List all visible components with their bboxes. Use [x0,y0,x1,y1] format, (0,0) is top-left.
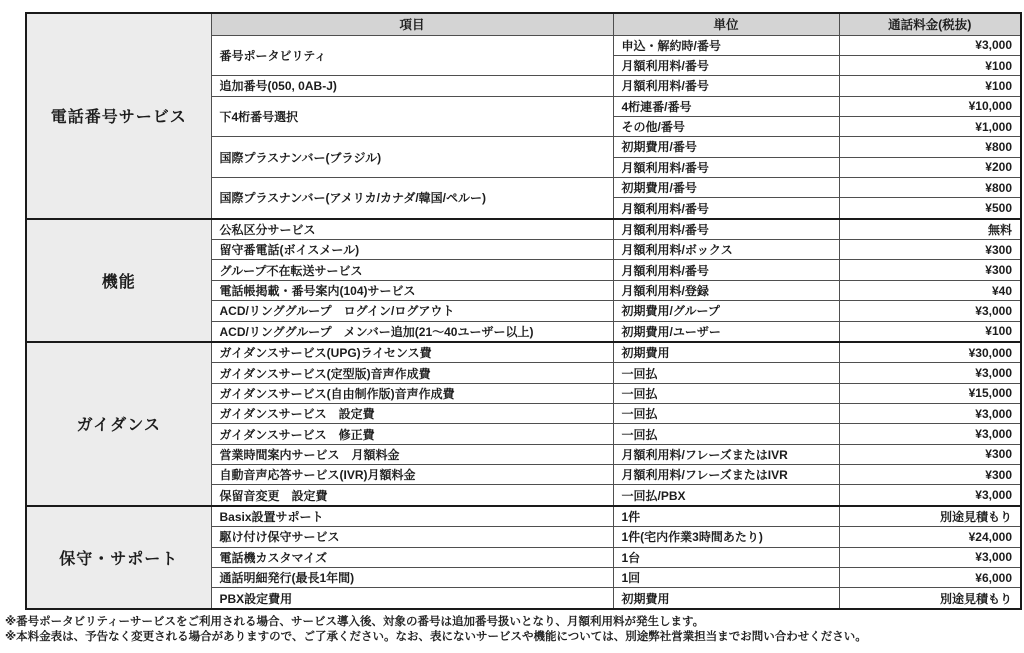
item-cell: グループ不在転送サービス [211,260,613,280]
unit-cell: 月額利用料/番号 [613,55,839,75]
price-cell: ¥6,000 [839,567,1021,587]
price-cell: ¥3,000 [839,485,1021,506]
price-table [25,12,1022,610]
price-cell: ¥100 [839,55,1021,75]
column-header-unit: 単位 [613,13,839,35]
item-cell: 保留音変更 設定費 [211,485,613,506]
unit-cell: 月額利用料/番号 [613,76,839,96]
price-cell: ¥30,000 [839,342,1021,363]
price-cell: ¥300 [839,444,1021,464]
price-cell: 別途見積もり [839,506,1021,527]
unit-cell: 一回払 [613,363,839,383]
price-cell: 別途見積もり [839,588,1021,609]
item-cell: 電話機カスタマイズ [211,547,613,567]
price-cell: 無料 [839,219,1021,240]
item-cell: 自動音声応答サービス(IVR)月額料金 [211,465,613,485]
column-header-price: 通話料金(税抜) [839,13,1021,35]
item-cell: 国際プラスナンバー(アメリカ/カナダ/韓国/ペルー) [211,177,613,218]
unit-cell: 初期費用/番号 [613,137,839,157]
unit-cell: 一回払 [613,383,839,403]
footnotes [5,615,867,645]
item-cell: PBX設定費用 [211,588,613,609]
item-cell: 追加番号(050, 0AB-J) [211,76,613,96]
price-cell: ¥800 [839,177,1021,197]
price-cell: ¥100 [839,321,1021,342]
price-cell: ¥3,000 [839,301,1021,321]
price-cell: ¥3,000 [839,363,1021,383]
table-row [26,219,1021,240]
unit-cell: 月額利用料/番号 [613,198,839,219]
price-cell: ¥3,000 [839,424,1021,444]
price-cell: ¥300 [839,240,1021,260]
table-row [26,342,1021,363]
unit-cell: 一回払/PBX [613,485,839,506]
price-cell: ¥200 [839,157,1021,177]
price-cell: ¥3,000 [839,547,1021,567]
price-cell: ¥500 [839,198,1021,219]
item-cell: ガイダンスサービス 修正費 [211,424,613,444]
section-category: 保守・サポート [26,506,211,609]
unit-cell: 月額利用料/フレーズまたはIVR [613,465,839,485]
unit-cell: 月額利用料/番号 [613,157,839,177]
item-cell: ACD/リンググループ ログイン/ログアウト [211,301,613,321]
price-cell: ¥800 [839,137,1021,157]
footnote: ※本料金表は、予告なく変更される場合がありますので、ご了承ください。なお、表にないサービスや機能については、別途弊社営業担当までお問い合わせください。 [5,631,867,643]
item-cell: ガイダンスサービス(自由制作版)音声作成費 [211,383,613,403]
item-cell: ガイダンスサービス(定型版)音声作成費 [211,363,613,383]
price-cell: ¥1,000 [839,116,1021,136]
item-cell: 駆け付け保守サービス [211,527,613,547]
unit-cell: 初期費用/グループ [613,301,839,321]
unit-cell: 初期費用/ユーザー [613,321,839,342]
price-cell: ¥15,000 [839,383,1021,403]
table-row [26,506,1021,527]
unit-cell: 初期費用 [613,342,839,363]
footnote: ※番号ポータビリティーサービスをご利用される場合、サービス導入後、対象の番号は追加番号扱いとなり、月額利用料が発生します。 [5,616,705,628]
unit-cell: 1回 [613,567,839,587]
price-cell: ¥40 [839,280,1021,300]
unit-cell: 申込・解約時/番号 [613,35,839,55]
price-cell: ¥24,000 [839,527,1021,547]
unit-cell: 月額利用料/フレーズまたはIVR [613,444,839,464]
price-cell: ¥3,000 [839,404,1021,424]
unit-cell: 月額利用料/ボックス [613,240,839,260]
price-cell: ¥300 [839,260,1021,280]
unit-cell: 初期費用 [613,588,839,609]
item-cell: ガイダンスサービス 設定費 [211,404,613,424]
unit-cell: 1件(宅内作業3時間あたり) [613,527,839,547]
item-cell: 営業時間案内サービス 月額料金 [211,444,613,464]
unit-cell: 月額利用料/登録 [613,280,839,300]
unit-cell: 一回払 [613,404,839,424]
unit-cell: 月額利用料/番号 [613,219,839,240]
column-header-item: 項目 [211,13,613,35]
item-cell: 番号ポータビリティ [211,35,613,76]
unit-cell: 1件 [613,506,839,527]
price-cell: ¥10,000 [839,96,1021,116]
item-cell: 通話明細発行(最長1年間) [211,567,613,587]
section-category: 機能 [26,219,211,342]
section-category: ガイダンス [26,342,211,506]
item-cell: 国際プラスナンバー(ブラジル) [211,137,613,178]
unit-cell: 月額利用料/番号 [613,260,839,280]
unit-cell: 4桁連番/番号 [613,96,839,116]
item-cell: 下4桁番号選択 [211,96,613,137]
price-cell: ¥100 [839,76,1021,96]
item-cell: 公私区分サービス [211,219,613,240]
item-cell: ACD/リンググループ メンバー追加(21〜40ユーザー以上) [211,321,613,342]
unit-cell: 1台 [613,547,839,567]
price-cell: ¥300 [839,465,1021,485]
item-cell: Basix設置サポート [211,506,613,527]
unit-cell: 初期費用/番号 [613,177,839,197]
item-cell: 留守番電話(ボイスメール) [211,240,613,260]
price-cell: ¥3,000 [839,35,1021,55]
item-cell: ガイダンスサービス(UPG)ライセンス費 [211,342,613,363]
item-cell: 電話帳掲載・番号案内(104)サービス [211,280,613,300]
unit-cell: その他/番号 [613,116,839,136]
unit-cell: 一回払 [613,424,839,444]
section-category: 電話番号サービス [26,13,211,219]
